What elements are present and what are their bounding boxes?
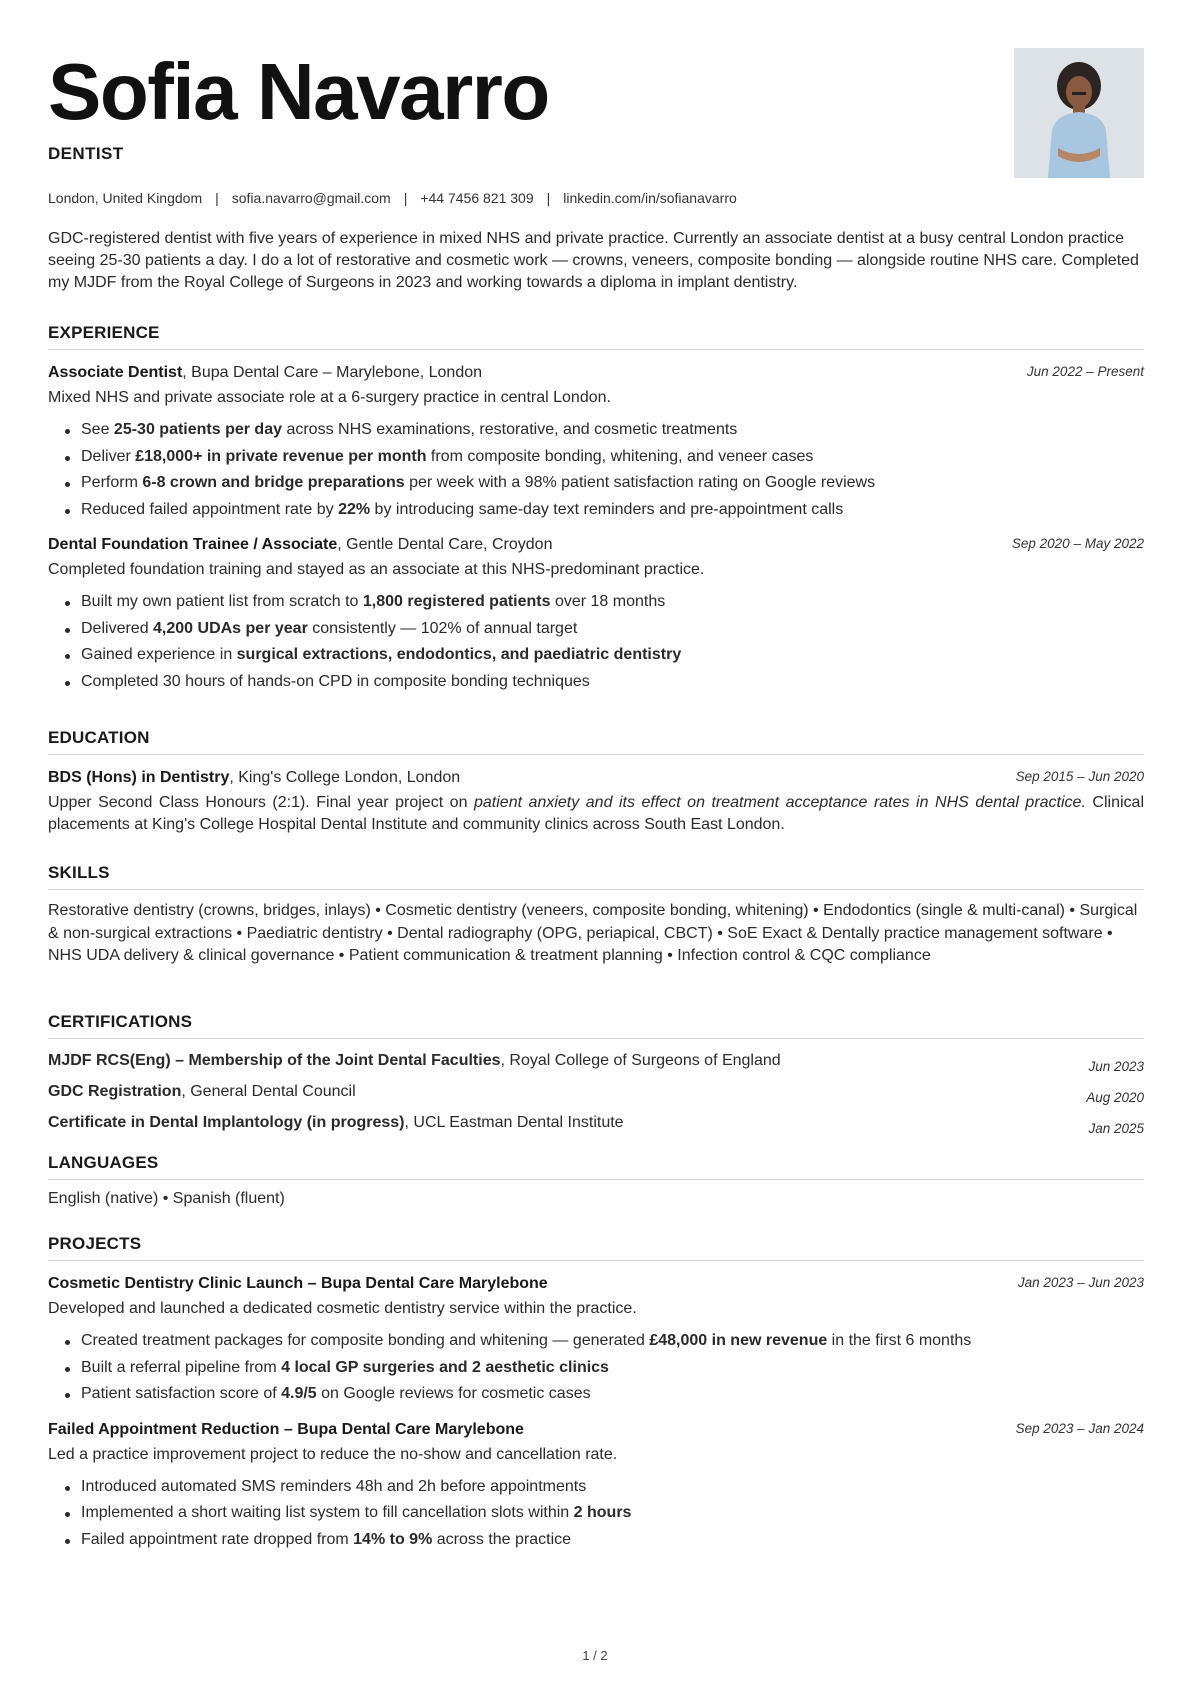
- contact-separator: |: [403, 190, 408, 206]
- contact-separator: |: [215, 190, 219, 206]
- entry-heading: [48, 362, 1144, 384]
- entry-org: , Gentle Dental Care, Croydon: [337, 536, 553, 553]
- page-number: 1 / 2: [582, 1648, 608, 1663]
- contact-separator: |: [546, 190, 551, 206]
- entry-bullets: [48, 589, 1144, 695]
- section-title-skills: SKILLS: [48, 863, 1144, 890]
- certification-item: [48, 1045, 1144, 1076]
- project-name: Failed Appointment Reduction – Bupa Dental Care Marylebone: [48, 1420, 524, 1438]
- cert-name: MJDF RCS(Eng) – Membership of the Joint Dental Faculties: [48, 1052, 501, 1069]
- bullet-item: Delivered 4,200 UDAs per year consistently — 102% of annual target: [81, 616, 1144, 643]
- bullet-item: Completed 30 hours of hands-on CPD in composite bonding techniques: [81, 669, 1144, 696]
- candidate-name: Sofia Navarro: [48, 47, 549, 136]
- project-entry: [48, 1273, 1144, 1408]
- school-name: , King's College London, London: [229, 769, 461, 786]
- degree-name: BDS (Hons) in Dentistry: [48, 769, 230, 786]
- entry-role: Dental Foundation Trainee / Associate: [48, 536, 338, 553]
- profile-photo-image: [1014, 48, 1144, 178]
- entry-heading: [48, 1273, 1144, 1295]
- education-entry: [48, 767, 1144, 836]
- entry-role: Associate Dentist: [48, 364, 183, 381]
- contact-email[interactable]: sofia.navarro@gmail.com: [231, 190, 391, 206]
- bullet-item: Implemented a short waiting list system to fill cancellation slots within 2 hours: [81, 1500, 1144, 1527]
- certification-item: [48, 1107, 1144, 1138]
- bullet-item: Gained experience in surgical extractions, endodontics, and paediatric dentistry: [81, 642, 1144, 669]
- education-description: Upper Second Class Honours (2:1). Final year project on patient anxiety and its effect on treatment acceptance rates in NHS dental practice. Clinical placements at King's College Hospital Dental Institute and community clinics across South East London.: [48, 794, 1144, 833]
- cert-name: GDC Registration: [48, 1083, 182, 1100]
- project-description: Developed and launched a dedicated cosmetic dentistry service within the practice.: [48, 1300, 637, 1317]
- entry-date: Sep 2015 – Jun 2020: [1015, 769, 1144, 784]
- cert-date: Jun 2023: [1088, 1059, 1144, 1074]
- languages-section: [48, 1153, 1144, 1211]
- entry-description: Completed foundation training and stayed as an associate at this NHS-predominant practice.: [48, 561, 705, 578]
- bullet-item: Failed appointment rate dropped from 14% to 9% across the practice: [81, 1527, 1144, 1554]
- experience-section: [48, 323, 1144, 695]
- certifications-list: [48, 1045, 1144, 1138]
- entry-bullets: [48, 1474, 1144, 1554]
- entry-description: Mixed NHS and private associate role at a 6-surgery practice in central London.: [48, 389, 611, 406]
- entry-date: Jun 2022 – Present: [1026, 364, 1144, 379]
- bullet-item: Built a referral pipeline from 4 local GP surgeries and 2 aesthetic clinics: [81, 1355, 1144, 1382]
- bullet-item: Created treatment packages for composite bonding and whitening — generated £48,000 in new revenue in the first 6 months: [81, 1328, 1144, 1355]
- cert-issuer: , General Dental Council: [181, 1083, 356, 1100]
- bullet-item: See 25-30 patients per day across NHS examinations, restorative, and cosmetic treatments: [81, 417, 1144, 444]
- bullet-item: Deliver £18,000+ in private revenue per month from composite bonding, whitening, and veneer cases: [81, 444, 1144, 471]
- section-title-education: EDUCATION: [48, 728, 1144, 755]
- entry-bullets: [48, 1328, 1144, 1408]
- resume-page: [48, 0, 1144, 1548]
- cert-date: Aug 2020: [1086, 1090, 1144, 1105]
- project-name: Cosmetic Dentistry Clinic Launch – Bupa Dental Care Marylebone: [48, 1275, 548, 1292]
- bullet-item: Introduced automated SMS reminders 48h and 2h before appointments: [81, 1474, 1144, 1501]
- cert-issuer: , UCL Eastman Dental Institute: [404, 1114, 624, 1131]
- education-section: [48, 728, 1144, 836]
- section-title-certifications: CERTIFICATIONS: [48, 1012, 1144, 1039]
- entry-heading: [48, 1419, 1144, 1441]
- bullet-item: Perform 6-8 crown and bridge preparations per week with a 98% patient satisfaction rating on Google reviews: [81, 470, 1144, 497]
- certifications-section: [48, 1012, 1144, 1138]
- contact-phone[interactable]: +44 7456 821 309: [420, 190, 534, 206]
- entry-date: Jan 2023 – Jun 2023: [1017, 1275, 1144, 1290]
- section-title-experience: EXPERIENCE: [48, 323, 1144, 350]
- entry-heading: [48, 767, 1144, 789]
- section-title-projects: PROJECTS: [48, 1234, 1144, 1261]
- bullet-item: Reduced failed appointment rate by 22% by introducing same-day text reminders and pre-appointment calls: [81, 497, 1144, 524]
- entry-org: , Bupa Dental Care – Marylebone, London: [182, 364, 483, 381]
- experience-entry: [48, 362, 1144, 523]
- cert-name: Certificate in Dental Implantology (in progress): [48, 1114, 405, 1131]
- project-entry: [48, 1419, 1144, 1554]
- project-description: Led a practice improvement project to reduce the no-show and cancellation rate.: [48, 1445, 618, 1463]
- bullet-item: Built my own patient list from scratch to 1,800 registered patients over 18 months: [81, 589, 1144, 616]
- bullet-item: Patient satisfaction score of 4.9/5 on Google reviews for cosmetic cases: [81, 1381, 1144, 1408]
- cert-issuer: , Royal College of Surgeons of England: [500, 1052, 781, 1069]
- entry-heading: [48, 534, 1144, 556]
- skills-section: [48, 863, 1144, 968]
- contact-linkedin[interactable]: linkedin.com/in/sofianavarro: [563, 190, 737, 206]
- entry-bullets: [48, 417, 1144, 523]
- cert-date: Jan 2025: [1088, 1121, 1144, 1136]
- skills-list: Restorative dentistry (crowns, bridges, inlays) • Cosmetic dentistry (veneers, composite bonding, whitening) • Endodontics (single & multi-canal) • Surgical & non-surgical extractions • Paediatric dentistry • Dental radiography (OPG, periapical, CBCT) • SoE Exact & Dentally practice management software • NHS UDA delivery & clinical governance • Patient communication & treatment planning • Infection control & CQC compliance: [48, 902, 1138, 964]
- languages-list: English (native) • Spanish (fluent): [48, 1190, 285, 1207]
- entry-date: Sep 2023 – Jan 2024: [1015, 1420, 1144, 1436]
- profile-summary: GDC-registered dentist with five years of experience in mixed NHS and private practice. Currently an associate dentist at a busy central London practice seeing 25-30 patients a day. I do a lot of restorative and cosmetic work — crowns, veneers, composite bonding — alongside routine NHS care. Completed my MJDF from the Royal College of Surgeons in 2023 and working towards a diploma in implant dentistry.: [48, 230, 1139, 291]
- experience-entry: [48, 534, 1144, 695]
- entry-date: Sep 2020 – May 2022: [1011, 536, 1144, 551]
- section-title-languages: LANGUAGES: [48, 1153, 1144, 1180]
- job-title: DENTIST: [48, 144, 124, 163]
- projects-section: [48, 1234, 1144, 1553]
- contact-location: London, United Kingdom: [48, 190, 203, 206]
- contact-line: [48, 190, 737, 206]
- profile-photo: [1014, 48, 1144, 178]
- resume-header: [48, 0, 1144, 291]
- certification-item: [48, 1076, 1144, 1107]
